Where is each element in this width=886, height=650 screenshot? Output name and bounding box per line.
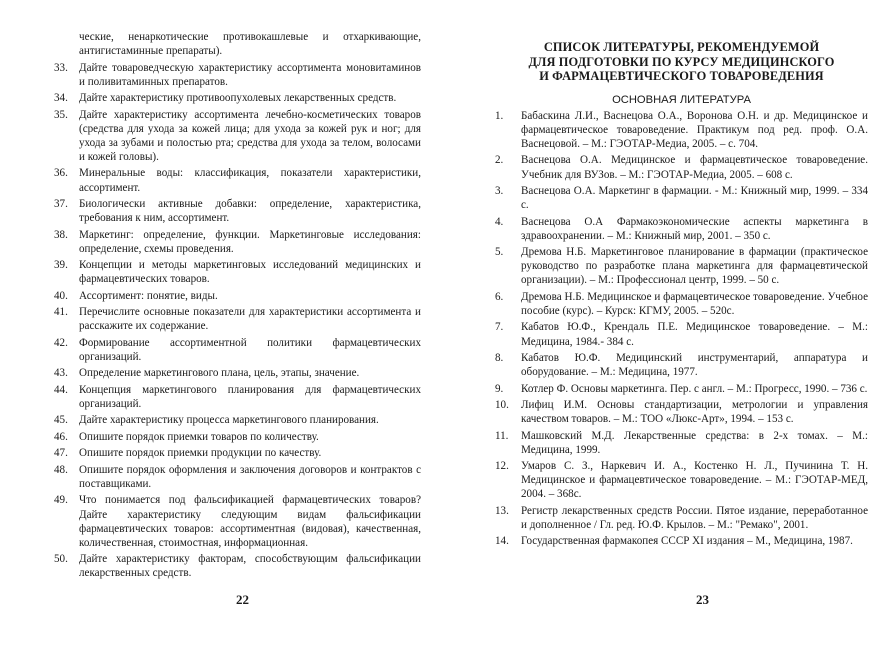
item-number: 4. bbox=[495, 215, 504, 228]
section-heading: ОСНОВНАЯ ЛИТЕРАТУРА bbox=[612, 93, 751, 106]
item-text: Дайте характеристику процесса маркетингового планирования. bbox=[79, 414, 379, 427]
item-text: Кабатов Ю.Ф., Крендаль П.Е. Медицинское товароведение. – М.: Медицина, 1984.- 384 с. bbox=[521, 321, 868, 348]
item-number: 7. bbox=[495, 321, 504, 334]
item-number: 34. bbox=[54, 92, 68, 105]
list-item bbox=[54, 383, 421, 411]
item-number: 49. bbox=[54, 494, 68, 507]
list-item bbox=[495, 504, 868, 532]
list-item bbox=[54, 552, 421, 580]
list-item bbox=[54, 336, 421, 364]
list-item bbox=[495, 215, 868, 243]
item-text: Биологически активные добавки: определение, характеристика, требования к ним, ассортимент. bbox=[79, 197, 421, 225]
item-number: 48. bbox=[54, 463, 68, 476]
list-item bbox=[495, 351, 868, 379]
item-text: Государственная фармакопея СССР XI издания – М., Медицина, 1987. bbox=[521, 535, 853, 548]
bibliography-list bbox=[495, 109, 868, 549]
item-text: Дайте характеристику противоопухолевых лекарственных средств. bbox=[79, 92, 397, 105]
item-text: Маркетинг: определение, функции. Маркетинговые исследования: определение, схемы проведения. bbox=[79, 228, 421, 255]
item-text: Опишите порядок оформления и заключения договоров и контрактов с поставщиками. bbox=[79, 463, 421, 490]
item-number: 43. bbox=[54, 367, 68, 380]
list-item bbox=[54, 430, 421, 444]
item-number: 14. bbox=[495, 535, 509, 548]
item-text: Котлер Ф. Основы маркетинга. Пер. с англ. – М.: Прогресс, 1990. – 736 с. bbox=[521, 382, 868, 395]
list-item bbox=[495, 398, 868, 426]
item-text: Васнецова О.А. Медицинское и фармацевтическое товароведение. Учебник для ВУЗов. – М.: ГЭОТАР-Медиа, 2005. – 608 с. bbox=[521, 154, 868, 181]
list-item bbox=[495, 382, 868, 396]
item-number: 35. bbox=[54, 108, 68, 121]
item-text: Дремова Н.Б. Медицинское и фармацевтическое товароведение. Учебное пособие (курс). – Курск: КГМУ, 2005. – 520с. bbox=[521, 290, 868, 317]
item-text: Васнецова О.А. Маркетинг в фармации. - М.: Книжный мир, 1999. – 334 с. bbox=[521, 185, 868, 212]
item-number: 47. bbox=[54, 447, 68, 460]
list-item bbox=[54, 305, 421, 333]
item-text: Опишите порядок приемки продукции по качеству. bbox=[79, 447, 322, 460]
list-item bbox=[495, 534, 868, 548]
item-text: Концепции и методы маркетинговых исследований медицинских и фармацевтических товаров. bbox=[79, 259, 421, 286]
item-text: Дайте товароведческую характеристику ассортимента моновитаминов и поливитаминных препаратов. bbox=[79, 61, 421, 88]
item-number: 2. bbox=[495, 154, 504, 167]
item-text: Что понимается под фальсификацией фармацевтических товаров? Дайте характеристику следующим видам фальсификации фармацевтических товаров: ассортиментная (видовая), качественная, количественная, стоимостная, информационная. bbox=[79, 494, 421, 549]
item-text: Минеральные воды: классификация, показатели характеристики, ассортимент. bbox=[79, 167, 421, 194]
list-item bbox=[495, 153, 868, 181]
item-text: Регистр лекарственных средств России. Пятое издание, переработанное и дополненное / Гл. ред. Ю.Ф. Крылов. – М.: "Ремако", 2001. bbox=[521, 504, 868, 531]
list-item bbox=[54, 446, 421, 460]
item-number: 39. bbox=[54, 259, 68, 272]
item-number: 46. bbox=[54, 430, 68, 443]
item-text: Бабаскина Л.И., Васнецова О.А., Воронова О.Н. и др. Медицинское и фармацевтическое товароведение. Практикум под ред. проф. О.А. Васнецовой. – М.: ГЭОТАР-Медиа, 2005. – с. 704. bbox=[521, 109, 868, 150]
right-page bbox=[443, 0, 886, 650]
item-text: Васнецова О.А Фармакоэкономические аспекты маркетинга в здравоохранении. – М.: Книжный мир, 2001. – 350 с. bbox=[521, 215, 868, 242]
list-item bbox=[495, 429, 868, 457]
list-item bbox=[54, 258, 421, 286]
item-number: 3. bbox=[495, 185, 504, 198]
item-text: Кабатов Ю.Ф. Медицинский инструментарий, аппаратура и оборудование. – М.: Медицина, 1977. bbox=[521, 352, 868, 379]
item-number: 38. bbox=[54, 228, 68, 241]
item-text: Лифиц И.М. Основы стандартизации, метрологии и управления качеством товаров. – М.: ТОО «Люкс-Арт», 1994. – 153 с. bbox=[521, 399, 868, 426]
list-item bbox=[495, 245, 868, 287]
item-number: 37. bbox=[54, 197, 68, 210]
item-text: Дайте характеристику ассортимента лечебно-косметических товаров (средства для ухода за кожей лица; для ухода за кожей рук и ног; для ухода за зубами и полостью рта; средства для ухода за телом, волосами и кожей головы). bbox=[79, 108, 421, 163]
item-number: 8. bbox=[495, 352, 504, 365]
question-list bbox=[54, 30, 421, 580]
item-number: 9. bbox=[495, 382, 504, 395]
list-item bbox=[54, 91, 421, 105]
list-item bbox=[54, 366, 421, 380]
list-item bbox=[495, 290, 868, 318]
page-number-right: 23 bbox=[696, 592, 709, 607]
item-number: 42. bbox=[54, 336, 68, 349]
item-number: 50. bbox=[54, 553, 68, 566]
item-text: Концепция маркетингового планирования для фармацевтических организаций. bbox=[79, 383, 421, 410]
list-item bbox=[495, 109, 868, 151]
item-number: 12. bbox=[495, 460, 509, 473]
item-number: 41. bbox=[54, 306, 68, 319]
item-number: 33. bbox=[54, 61, 68, 74]
item-text: Дайте характеристику факторам, способствующим фальсификации лекарственных средств. bbox=[79, 553, 421, 580]
list-item bbox=[495, 459, 868, 501]
page-number-left: 22 bbox=[236, 592, 249, 607]
list-item-continuation: ческие, ненаркотические противокашлевые и отхаркивающие, антигистаминные препараты). bbox=[79, 31, 421, 58]
item-number: 1. bbox=[495, 109, 504, 122]
item-number: 6. bbox=[495, 290, 504, 303]
list-item bbox=[54, 493, 421, 549]
page-title bbox=[495, 40, 868, 84]
item-text: Ассортимент: понятие, виды. bbox=[79, 289, 218, 302]
list-item bbox=[54, 166, 421, 194]
list-item bbox=[54, 61, 421, 89]
item-number: 5. bbox=[495, 246, 504, 259]
list-item bbox=[54, 463, 421, 491]
list-item bbox=[54, 228, 421, 256]
item-number: 13. bbox=[495, 504, 509, 517]
item-text: Машковский М.Д. Лекарственные средства: в 2-х томах. – М.: Медицина, 1999. bbox=[521, 429, 868, 456]
item-number: 36. bbox=[54, 167, 68, 180]
item-text: Дремова Н.Б. Маркетинговое планирование в фармации (практическое руководство по разработке плана маркетинга для фармацевтической организации). – М.: Профессионал центр, 1999. – 50 с. bbox=[521, 246, 868, 287]
item-number: 44. bbox=[54, 383, 68, 396]
item-text: Формирование ассортиментной политики фармацевтических организаций. bbox=[79, 336, 421, 363]
title-line: СПИСОК ЛИТЕРАТУРЫ, РЕКОМЕНДУЕМОЙ bbox=[543, 40, 820, 54]
item-number: 40. bbox=[54, 289, 68, 302]
item-number: 11. bbox=[495, 429, 509, 442]
list-item bbox=[54, 413, 421, 427]
title-line: И ФАРМАЦЕВТИЧЕСКОГО ТОВАРОВЕДЕНИЯ bbox=[539, 69, 824, 84]
list-item bbox=[495, 184, 868, 212]
list-item bbox=[54, 197, 421, 225]
list-item bbox=[495, 320, 868, 348]
list-item bbox=[54, 108, 421, 164]
item-text: Определение маркетингового плана, цель, этапы, значение. bbox=[79, 367, 360, 380]
item-text: Перечислите основные показатели для характеристики ассортимента и расскажите их содержание. bbox=[79, 306, 421, 333]
item-text: Умаров С. З., Наркевич И. А., Костенко Н. Л., Пучинина Т. Н. Медицинское и фармацевтическое товароведение. – М.: ГЭОТАР-МЕД, 2004. – 368с. bbox=[521, 460, 868, 501]
item-number: 10. bbox=[495, 399, 509, 412]
list-item bbox=[54, 289, 421, 303]
title-line: ДЛЯ ПОДГОТОВКИ ПО КУРСУ МЕДИЦИНСКОГО bbox=[528, 54, 835, 69]
item-text: Опишите порядок приемки товаров по количеству. bbox=[79, 430, 319, 443]
item-number: 45. bbox=[54, 414, 68, 427]
